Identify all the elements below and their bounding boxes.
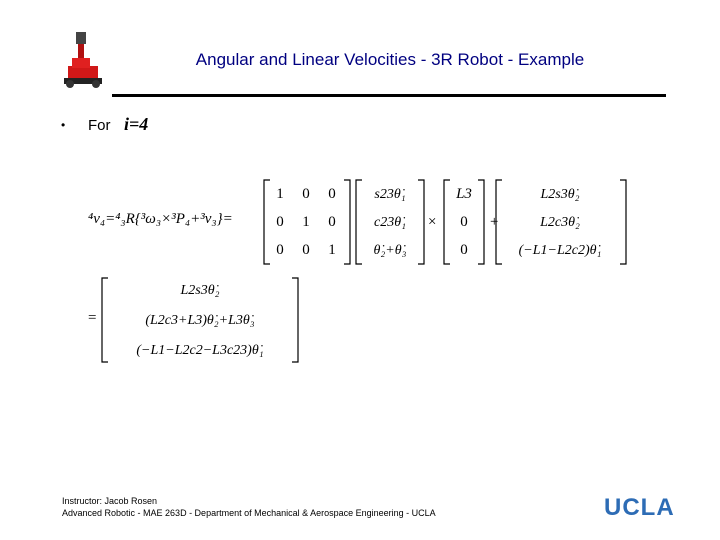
equation-lhs: ⁴v₄=⁴₃R{³ω₃×³P₄+³v₃}= [88,211,233,227]
rot-m22: 1 [328,242,336,258]
rot-m10: 0 [276,214,284,230]
title-divider [112,94,666,97]
rot-m01: 0 [302,186,310,202]
p-1: 0 [460,214,468,230]
result-equals: = [88,310,97,326]
p-0: L3 [456,186,472,202]
slide-title: Angular and Linear Velocities - 3R Robot - Example [195,50,585,69]
omega-2: θ̇₂+θ̇₃ [373,243,407,258]
cross-sign: × [428,214,437,230]
result-0: L2s3θ̇₂ [180,283,220,298]
bullet-text: For [88,117,111,134]
rot-m20: 0 [276,242,284,258]
footer-course: Advanced Robotic - MAE 263D - Department of Mechanical & Aerospace Engineering - UCLA [62,508,436,518]
rot-m21: 0 [302,242,310,258]
omega-1: c23θ̇₁ [374,215,406,230]
robot-logo-icon [58,28,108,90]
rot-m12: 0 [328,214,336,230]
footer-instructor: Instructor: Jacob Rosen [62,496,158,506]
bullet-marker: • [61,118,66,132]
result-2: (−L1−L2c2−L3c23)θ̇₁ [136,343,264,358]
omega-0: s23θ̇₁ [374,187,406,202]
bullet-index: i=4 [124,114,149,134]
ucla-logo: UCLA [604,494,675,521]
result-1: (L2c3+L3)θ̇₂+L3θ̇₃ [145,313,255,328]
velocity-equation [82,170,642,370]
rot-m11: 1 [302,214,310,230]
p-2: 0 [460,242,468,258]
v-2: (−L1−L2c2)θ̇₁ [518,243,602,258]
plus-sign: + [490,214,499,230]
rot-m02: 0 [328,186,336,202]
rot-m00: 1 [276,186,284,202]
v-1: L2c3θ̇₂ [540,215,580,230]
v-0: L2s3θ̇₂ [540,187,580,202]
